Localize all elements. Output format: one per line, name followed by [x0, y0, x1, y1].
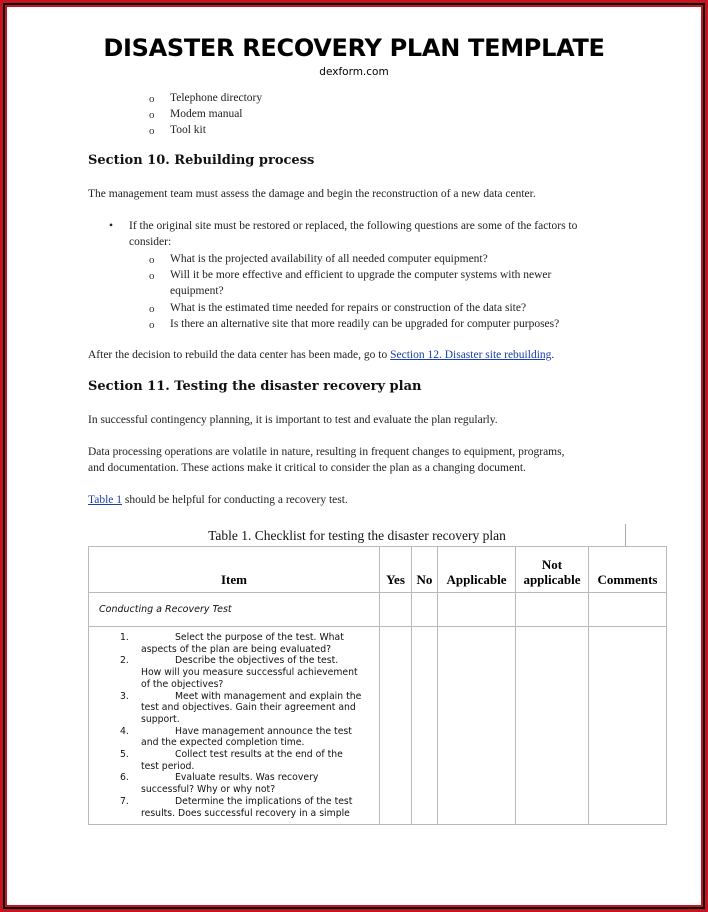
header-comments: Comments — [589, 547, 667, 593]
step-number: 7. — [120, 795, 129, 807]
bullet-icon: • — [109, 220, 114, 232]
list-item: Telephone directory — [170, 92, 263, 104]
header-applicable: Applicable — [438, 547, 516, 593]
section-10-intro: The management team must assess the damage and begin the reconstruction of a new data center. — [88, 188, 536, 200]
step-number: 4. — [120, 725, 129, 737]
header-no: No — [412, 547, 438, 593]
section-11-para2-line: Data processing operations are volatile in nature, resulting in frequent changes to equipment, programs, — [88, 446, 565, 458]
section-11-heading: Section 11. Testing the disaster recovery plan — [88, 379, 422, 394]
header-not-applicable-line1: Not — [541, 557, 563, 572]
step-text: Meet with management and explain the — [175, 690, 362, 702]
step-number: 5. — [120, 749, 129, 761]
step-text-continued: test period. — [141, 760, 195, 772]
table-1-link[interactable]: Table 1 — [88, 494, 123, 506]
step-text: Select the purpose of the test. What — [175, 632, 344, 643]
step-text-continued: of the objectives? — [141, 678, 224, 690]
circle-bullet-icon: o — [149, 303, 155, 315]
step-number: 2. — [120, 655, 129, 667]
bullet-text-line: consider: — [129, 236, 172, 248]
question-item-continued: equipment? — [170, 285, 224, 297]
list-item: Modem manual — [170, 108, 243, 120]
step-text-continued: test and objectives. Gain their agreement and — [141, 702, 356, 714]
step-text-continued: and the expected completion time. — [141, 737, 305, 749]
question-item: What is the projected availability of all needed computer equipment? — [170, 253, 488, 265]
step-text-continued: support. — [141, 713, 180, 725]
step-text-continued: aspects of the plan are being evaluated? — [141, 643, 332, 655]
step-text-continued: results. Does successful recovery in a simple — [141, 807, 350, 819]
circle-bullet-icon: o — [149, 254, 155, 266]
step-text: Have management announce the test — [175, 725, 352, 737]
circle-bullet-icon: o — [149, 93, 155, 105]
step-text-continued: successful? Why or why not? — [141, 784, 276, 796]
section-11-para2-line: and documentation. These actions make it critical to consider the plan as a changing document. — [88, 462, 526, 474]
after-text: After the decision to rebuild the data center has been made, go to — [88, 349, 391, 361]
circle-bullet-icon: o — [149, 125, 155, 137]
table-caption: Table 1. Checklist for testing the disaster recovery plan — [208, 528, 506, 543]
header-not-applicable-line2: applicable — [523, 572, 581, 587]
after-end: . — [551, 349, 555, 361]
header-yes: Yes — [380, 547, 412, 593]
row-item-cell: Conducting a Recovery Test — [89, 593, 380, 627]
bullet-text-line: If the original site must be restored or replaced, the following questions are some of the factors to — [129, 220, 578, 232]
section-10-heading: Section 10. Rebuilding process — [88, 153, 315, 168]
circle-bullet-icon: o — [149, 319, 155, 331]
header-item: Item — [89, 547, 380, 593]
step-text: Determine the implications of the test — [175, 795, 353, 807]
step-text: Collect test results at the end of the — [175, 749, 343, 761]
step-text: Describe the objectives of the test. — [175, 655, 339, 667]
section-12-link[interactable]: Section 12. Disaster site rebuilding — [390, 349, 552, 361]
section-11-para1: In successful contingency planning, it is important to test and evaluate the plan regularly. — [88, 414, 498, 426]
question-item: Is there an alternative site that more readily can be upgraded for computer purposes? — [170, 318, 560, 330]
question-item: Will it be more effective and efficient to upgrade the computer systems with newer — [170, 269, 552, 281]
document-title: DISASTER RECOVERY PLAN TEMPLATE — [103, 34, 605, 62]
step-number: 3. — [120, 690, 129, 702]
step-text-continued: How will you measure successful achievement — [141, 667, 358, 679]
document-subtitle: dexform.com — [319, 66, 389, 78]
step-number: 6. — [120, 772, 129, 784]
circle-bullet-icon: o — [149, 270, 155, 282]
question-item: What is the estimated time needed for repairs or construction of the data site? — [170, 302, 527, 314]
step-number: 1. — [120, 632, 129, 643]
step-text: Evaluate results. Was recovery — [175, 772, 319, 784]
circle-bullet-icon: o — [149, 109, 155, 121]
list-item: Tool kit — [170, 124, 206, 136]
table-reference-text: should be helpful for conducting a recovery test. — [122, 494, 348, 506]
